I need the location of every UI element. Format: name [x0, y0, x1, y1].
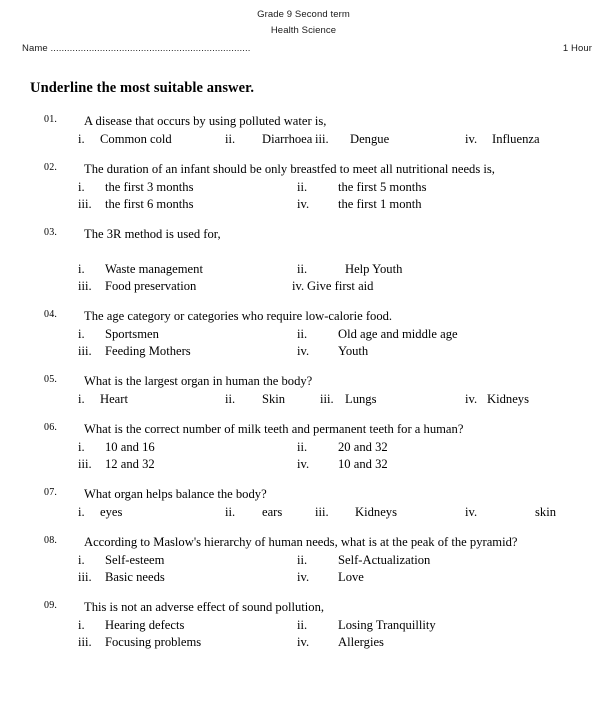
- option-group: [0, 439, 607, 473]
- option-label: 10 and 32: [338, 457, 388, 471]
- option-row: [0, 196, 607, 213]
- question-text: The age category or categories who require low-calorie food.: [84, 309, 393, 323]
- option-label: skin: [535, 505, 556, 519]
- option-label: the first 5 months: [338, 180, 427, 194]
- option-label: Give first aid: [307, 279, 374, 293]
- exam-title-grade: Grade 9 Second term: [257, 9, 350, 20]
- question-item: [0, 534, 607, 586]
- question-number: 02.: [44, 162, 58, 173]
- option-numeral: iv.: [292, 279, 305, 293]
- option-row: [0, 391, 607, 408]
- option-label: Self-Actualization: [338, 553, 431, 567]
- option-numeral: iii.: [320, 392, 334, 406]
- option-row: [0, 552, 607, 569]
- question-text: According to Maslow's hierarchy of human needs, what is at the peak of the pyramid?: [84, 535, 518, 549]
- question-item: [0, 486, 607, 521]
- option-numeral: i.: [78, 392, 85, 406]
- option-numeral: iii.: [78, 570, 92, 584]
- question-number: 04.: [44, 309, 58, 320]
- option-label: Skin: [262, 392, 286, 406]
- option-numeral: ii.: [297, 262, 308, 276]
- option-label: Lungs: [345, 392, 377, 406]
- option-row: [0, 617, 607, 634]
- option-label: 20 and 32: [338, 440, 388, 454]
- name-field-label[interactable]: Name .........................................................................: [22, 43, 251, 54]
- question-item: [0, 599, 607, 651]
- option-label: Basic needs: [105, 570, 165, 584]
- option-numeral: ii.: [297, 327, 308, 341]
- option-row: [0, 634, 607, 651]
- question-item: [0, 373, 607, 408]
- option-numeral: ii.: [225, 132, 236, 146]
- option-numeral: iv.: [465, 392, 478, 406]
- option-label: Love: [338, 570, 364, 584]
- option-numeral: i.: [78, 505, 85, 519]
- question-number: 05.: [44, 374, 58, 385]
- option-label: Kidneys: [355, 505, 397, 519]
- question-list: [0, 113, 607, 651]
- question-text: This is not an adverse effect of sound pollution,: [84, 600, 325, 614]
- option-numeral: ii.: [225, 392, 236, 406]
- name-and-duration-row: [0, 40, 607, 60]
- option-group: [0, 131, 607, 148]
- option-numeral: iv.: [297, 457, 310, 471]
- option-label: the first 1 month: [338, 197, 422, 211]
- option-numeral: iii.: [78, 279, 92, 293]
- option-numeral: iii.: [315, 132, 329, 146]
- option-label: Self-esteem: [105, 553, 165, 567]
- option-label: Waste management: [105, 262, 203, 276]
- option-label: Diarrhoea: [262, 132, 313, 146]
- option-label: Sportsmen: [105, 327, 159, 341]
- option-group: [0, 391, 607, 408]
- option-label: eyes: [100, 505, 123, 519]
- question-spacer: [0, 243, 607, 260]
- option-numeral: i.: [78, 132, 85, 146]
- question-text: The duration of an infant should be only breastfed to meet all nutritional needs is,: [84, 162, 495, 176]
- option-numeral: iii.: [315, 505, 329, 519]
- option-numeral: ii.: [297, 440, 308, 454]
- option-numeral: iv.: [297, 197, 310, 211]
- option-numeral: iii.: [78, 635, 92, 649]
- option-row: [0, 456, 607, 473]
- option-label: Heart: [100, 392, 128, 406]
- option-row: [0, 343, 607, 360]
- option-label: Kidneys: [487, 392, 529, 406]
- option-row: [0, 569, 607, 586]
- option-label: Losing Tranquillity: [338, 618, 436, 632]
- option-label: 10 and 16: [105, 440, 155, 454]
- question-text: What is the largest organ in human the body?: [84, 374, 313, 388]
- option-label: Focusing problems: [105, 635, 202, 649]
- option-label: Youth: [338, 344, 369, 358]
- option-group: [0, 261, 607, 295]
- option-label: 12 and 32: [105, 457, 155, 471]
- option-numeral: i.: [78, 262, 85, 276]
- option-numeral: ii.: [297, 553, 308, 567]
- option-numeral: iv.: [297, 344, 310, 358]
- question-item: [0, 113, 607, 148]
- option-row: [0, 439, 607, 456]
- exam-duration-label: 1 Hour: [562, 43, 592, 54]
- option-label: Old age and middle age: [338, 327, 458, 341]
- question-text: What organ helps balance the body?: [84, 487, 267, 501]
- option-numeral: ii.: [297, 618, 308, 632]
- option-row: [0, 131, 607, 148]
- option-numeral: ii.: [225, 505, 236, 519]
- question-text: What is the correct number of milk teeth and permanent teeth for a human?: [84, 422, 464, 436]
- option-label: the first 6 months: [105, 197, 194, 211]
- option-row: [0, 261, 607, 278]
- option-row: [0, 326, 607, 343]
- option-group: [0, 326, 607, 360]
- question-number: 07.: [44, 487, 58, 498]
- option-numeral: iv.: [297, 635, 310, 649]
- option-label: Help Youth: [345, 262, 403, 276]
- question-number: 08.: [44, 535, 58, 546]
- option-label: Influenza: [492, 132, 540, 146]
- question-text: The 3R method is used for,: [84, 227, 221, 241]
- option-label: Feeding Mothers: [105, 344, 191, 358]
- exam-title-subject: Health Science: [270, 25, 337, 36]
- option-numeral: iv.: [465, 505, 478, 519]
- question-item: [0, 161, 607, 213]
- question-item: [0, 226, 607, 295]
- option-numeral: i.: [78, 618, 85, 632]
- question-item: [0, 421, 607, 473]
- question-number: 09.: [44, 600, 58, 611]
- option-numeral: i.: [78, 327, 85, 341]
- option-row: [0, 278, 607, 295]
- option-numeral: ii.: [297, 180, 308, 194]
- question-number: 06.: [44, 422, 58, 433]
- option-numeral: i.: [78, 553, 85, 567]
- option-numeral: iv.: [465, 132, 478, 146]
- option-label: Dengue: [350, 132, 390, 146]
- option-numeral: iii.: [78, 344, 92, 358]
- option-group: [0, 617, 607, 651]
- option-group: [0, 179, 607, 213]
- option-label: the first 3 months: [105, 180, 194, 194]
- question-item: [0, 308, 607, 360]
- question-number: 01.: [44, 114, 58, 125]
- option-numeral: i.: [78, 180, 85, 194]
- question-text: A disease that occurs by using polluted water is,: [84, 114, 327, 128]
- document-header: [0, 0, 607, 60]
- exam-instruction: Underline the most suitable answer.: [30, 80, 255, 96]
- option-numeral: iii.: [78, 197, 92, 211]
- option-group: [0, 552, 607, 586]
- option-label: ears: [262, 505, 283, 519]
- option-label: Allergies: [338, 635, 384, 649]
- option-numeral: i.: [78, 440, 85, 454]
- question-number: 03.: [44, 227, 58, 238]
- option-numeral: iii.: [78, 457, 92, 471]
- option-label: Food preservation: [105, 279, 197, 293]
- option-label: Common cold: [100, 132, 172, 146]
- option-row: [0, 179, 607, 196]
- option-row: [0, 504, 607, 521]
- option-numeral: iv.: [297, 570, 310, 584]
- option-group: [0, 504, 607, 521]
- option-label: Hearing defects: [105, 618, 185, 632]
